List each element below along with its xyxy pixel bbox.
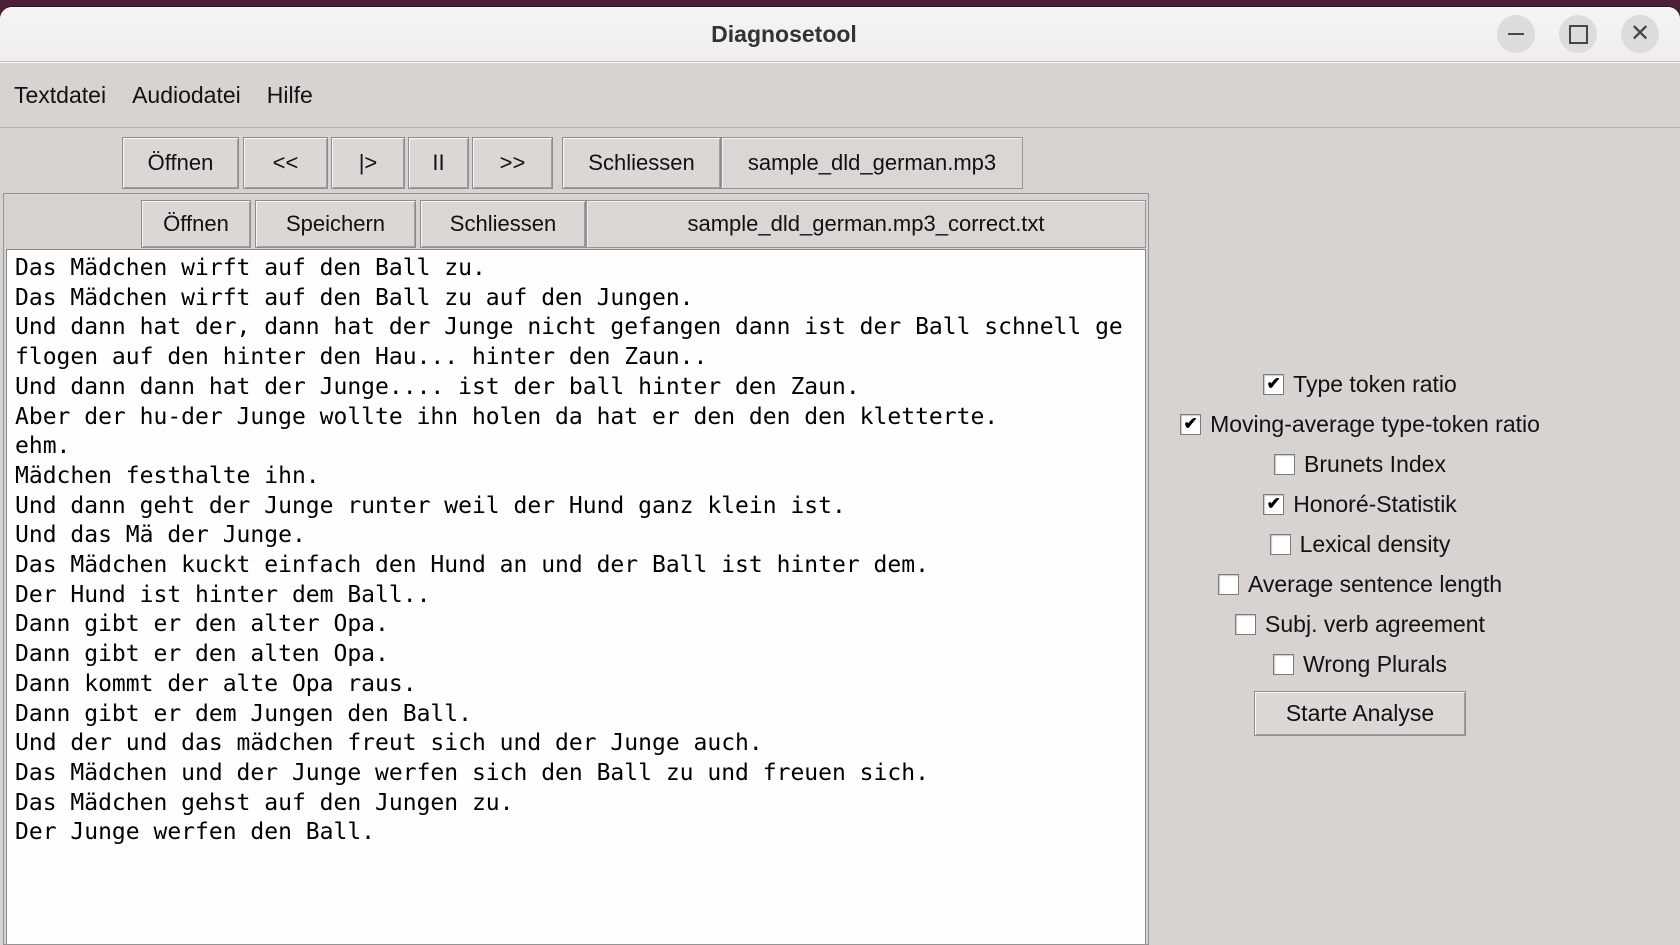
menu-hilfe[interactable]: Hilfe [266,81,313,108]
audio-toolbar [0,128,1680,194]
audio-rewind-button[interactable]: << [243,137,328,189]
checkbox-icon[interactable]: ✔ [1263,374,1284,395]
checkbox-label: Brunets Index [1304,450,1446,477]
checkbox-row-brunets-index[interactable] [1150,444,1570,484]
transcript-line: Und das Mä der Junge. [15,522,306,549]
checkbox-icon[interactable] [1218,574,1239,595]
checkbox-icon[interactable] [1273,654,1294,675]
transcript-line: Und dann dann hat der Junge.... ist der ball hinter den Zaun. [15,373,860,400]
transcript-line: Und dann geht der Junge runter weil der Hund ganz klein ist. [15,492,846,519]
transcript-line: Aber der hu-der Junge wollte ihn holen da hat er den den den kletterte. [15,403,999,430]
audio-forward-button[interactable]: >> [472,137,553,189]
checkbox-label: Type token ratio [1293,370,1457,397]
transcript-line: Der Hund ist hinter dem Ball.. [15,581,431,608]
audio-open-button[interactable]: Öffnen [122,137,239,189]
transcript-line: Dann gibt er den alten Opa. [15,641,389,668]
checkbox-icon[interactable] [1274,454,1295,475]
text-file-label: sample_dld_german.mp3_correct.txt [586,200,1146,248]
transcript-line: ehm. [15,433,71,460]
checkbox-label: Average sentence length [1247,570,1503,597]
checkbox-row-honore-statistik[interactable] [1150,484,1570,524]
transcript-line: flogen auf den hinter den Hau... hinter den Zaun.. [15,344,708,371]
app-window [0,7,1680,945]
transcript-line: Dann gibt er dem Jungen den Ball. [15,700,472,727]
minimize-button[interactable] [1497,15,1535,53]
checkbox-row-subj-verb-agreement[interactable] [1150,604,1570,644]
transcript-line: Dann kommt der alte Opa raus. [15,670,417,697]
text-open-button[interactable]: Öffnen [141,200,251,248]
checkbox-icon[interactable] [1235,614,1256,635]
audio-close-button[interactable]: Schliessen [562,137,721,189]
text-frame [3,193,1149,945]
maximize-button[interactable] [1559,15,1597,53]
text-save-button[interactable]: Speichern [255,200,416,248]
checkbox-row-type-token-ratio[interactable] [1150,364,1570,404]
menu-textdatei[interactable]: Textdatei [14,81,107,108]
text-close-button[interactable]: Schliessen [420,200,586,248]
checkbox-label: Subj. verb agreement [1265,610,1485,637]
transcript-line: Das Mädchen und der Junge werfen sich den Ball zu und freuen sich. [15,759,929,786]
transcript-line: Und der und das mädchen freut sich und der Junge auch. [15,730,763,757]
text-toolbar [4,194,1148,249]
audio-file-label: sample_dld_german.mp3 [721,137,1023,189]
checkbox-label: Lexical density [1299,530,1451,557]
transcript-line: Das Mädchen gehst auf den Jungen zu. [15,789,514,816]
checkbox-icon[interactable]: ✔ [1263,494,1284,515]
transcript-line: Das Mädchen wirft auf den Ball zu auf den Jungen. [15,284,694,311]
checkbox-label: Honoré-Statistik [1293,490,1457,517]
maximize-icon [1569,25,1588,44]
window-title: Diagnosetool [711,21,857,47]
start-analysis-button[interactable]: Starte Analyse [1254,691,1466,736]
transcript-line: Das Mädchen kuckt einfach den Hund an und der Ball ist hinter dem. [15,552,929,579]
transcript-textarea[interactable] [6,249,1146,944]
checkbox-label: Moving-average type-token ratio [1210,410,1540,437]
audio-play-button[interactable]: |> [331,137,405,189]
transcript-line: Der Junge werfen den Ball. [15,819,376,846]
checkbox-label: Wrong Plurals [1302,650,1448,677]
analysis-panel [1150,364,1570,736]
menu-audiodatei[interactable]: Audiodatei [132,81,241,108]
close-button[interactable] [1621,15,1659,53]
checkbox-row-lexical-density[interactable] [1150,524,1570,564]
transcript-line: Dann gibt er den alter Opa. [15,611,389,638]
checkbox-icon[interactable] [1270,534,1291,555]
checkbox-row-average-sentence-length[interactable] [1150,564,1570,604]
minimize-icon [1508,33,1524,35]
transcript-line: Mädchen festhalte ihn. [15,462,320,489]
transcript-line: Das Mädchen wirft auf den Ball zu. [15,255,486,281]
menubar [0,62,1680,128]
close-icon: ✕ [1629,20,1651,47]
checkbox-icon[interactable]: ✔ [1180,414,1201,435]
checkbox-row-wrong-plurals[interactable] [1150,644,1570,684]
checkbox-row-mattr[interactable] [1150,404,1570,444]
titlebar [0,7,1680,62]
transcript-line: Und dann hat der, dann hat der Junge nicht gefangen dann ist der Ball schnell ge [15,314,1123,341]
audio-pause-button[interactable]: II [408,137,469,189]
